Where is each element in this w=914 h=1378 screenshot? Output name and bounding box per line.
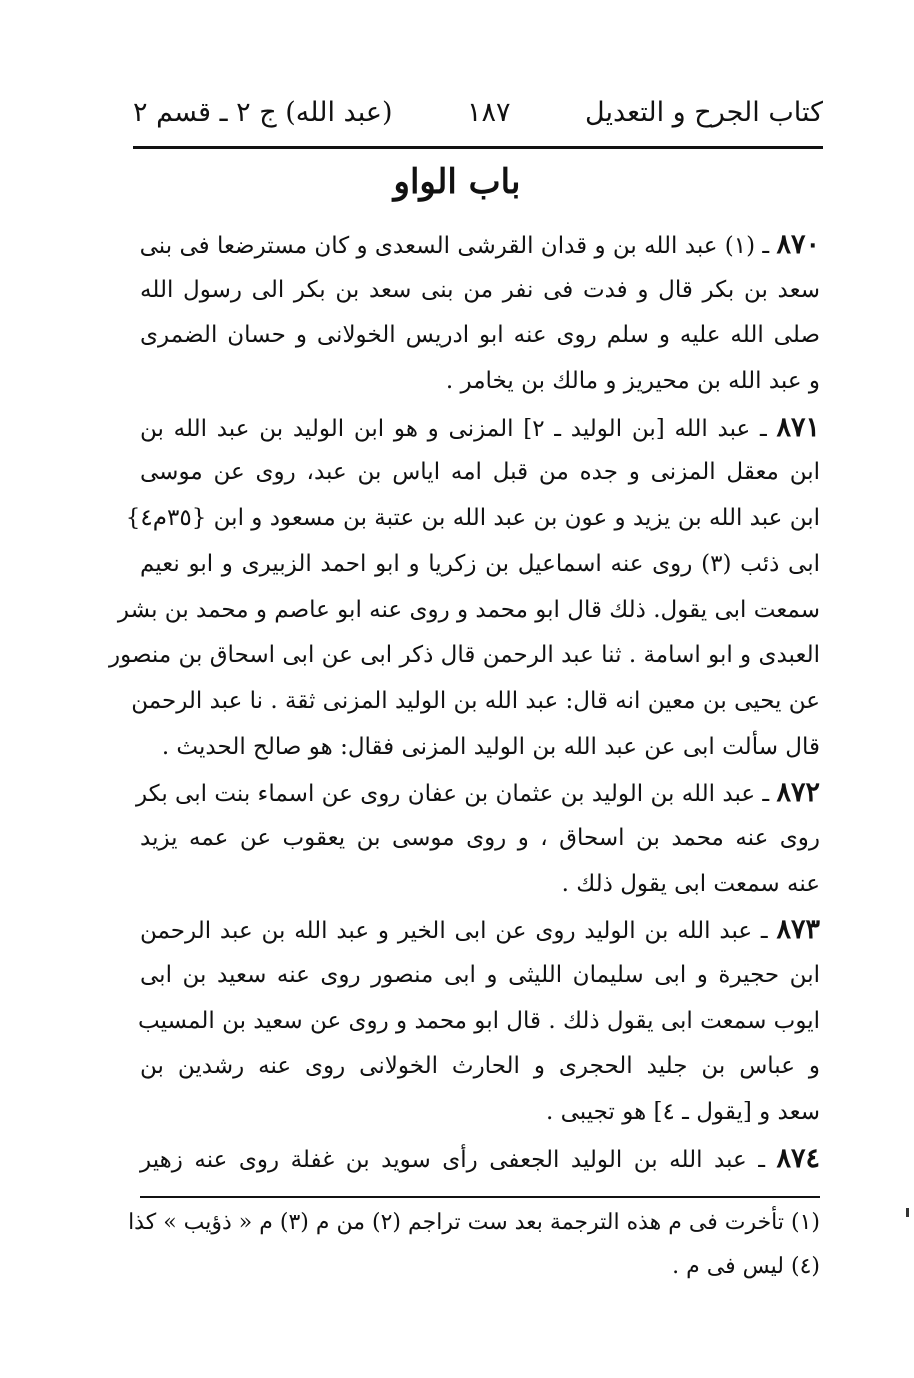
text-line: ٨٧٢ ـ عبد الله بن الوليد بن عثمان بن عفان روى عن اسماء بنت ابى بكر xyxy=(135,777,820,809)
text-line: العبدى و ابو اسامة . ثنا عبد الرحمن قال ذكر ابى عن ابى اسحاق بن منصور xyxy=(108,642,820,669)
text-line: صلى الله عليه و سلم روى عنه ابو ادريس الخولانى و حسان الضمرى xyxy=(140,322,820,349)
text-line: ايوب سمعت ابى يقول ذلك . قال ابو محمد و روى عن سعيد بن المسيب xyxy=(138,1007,820,1034)
running-header xyxy=(133,82,823,142)
entry xyxy=(135,770,820,907)
text-line: ابن معقل المزنى و جده من قبل امه اياس بن عبد، روى عن موسى xyxy=(140,459,820,486)
text-line: ٨٧٤ ـ عبد الله بن الوليد الجعفى رأى سويد بن غفلة روى عنه زهير xyxy=(140,1142,820,1174)
entry xyxy=(140,222,820,405)
text-line: ٨٧١ ـ عبد الله [بن الوليد ـ ٢] المزنى و هو ابن الوليد بن عبد الله بن xyxy=(140,411,821,443)
text-line: عن يحيى بن معين انه قال: عبد الله بن الوليد المزنى ثقة . نا عبد الرحمن xyxy=(131,687,820,714)
entry-number: ٨٧٢ xyxy=(776,777,820,809)
entry xyxy=(108,405,821,771)
text-line: ابن حجيرة و ابى سليمان الليثى و ابى منصور روى عنه سعيد بن ابى xyxy=(140,962,820,988)
text-line: قال سألت ابى عن عبد الله بن الوليد المزنى فقال: هو صالح الحديث . xyxy=(161,733,820,760)
entry-number: ٨٧٤ xyxy=(776,1142,820,1174)
text-line: سعد بن بكر قال و فدت فى نفر من بنى سعد بن بكر الى رسول الله xyxy=(140,276,820,303)
text-line: و عباس بن جليد الحجرى و الحارث الخولانى روى عنه رشدين بن xyxy=(140,1053,820,1080)
footnote-rule xyxy=(140,1196,820,1198)
footnote-line: (١) تأخرت فى م هذه الترجمة بعد ست تراجم (٢) من م (٣) م « ذؤيب » كذا xyxy=(128,1210,820,1235)
text-line: ابى ذئب (٣) روى عنه اسماعيل بن زكريا و ابو احمد الزبيرى و ابو نعيم xyxy=(140,550,820,577)
text-line: سعد و [يقول ـ ٤] هو تجيبى . xyxy=(545,1099,820,1126)
text-line: و عبد الله بن محيريز و مالك بن يخامر . xyxy=(445,368,820,395)
entry-number: ٨٧١ xyxy=(776,411,821,443)
entry xyxy=(140,1136,820,1182)
text-line: ابن عبد الله بن يزيد و عون بن عبد الله بن عتبة بن مسعود و ابن {٣٥م٤} xyxy=(125,505,820,532)
entry-number: ٨٧٣ xyxy=(776,914,821,946)
entries-body xyxy=(108,222,821,1181)
text-line: ٨٧٠ ـ (١) عبد الله بن و قدان القرشى السعدى و كان مسترضعا فى بنى xyxy=(139,229,820,260)
text-line: سمعت ابى يقول. ذلك قال ابو محمد و روى عنه ابو عاصم و محمد بن بشر xyxy=(117,596,820,623)
chapter-title: باب الواو xyxy=(393,162,521,202)
text-line: روى عنه محمد بن اسحاق ، و روى موسى بن يعقوب عن عمه يزيد xyxy=(140,824,820,851)
header-rule xyxy=(133,146,823,149)
footnotes xyxy=(128,1201,820,1289)
book-title: كتاب الجرح و التعديل xyxy=(585,96,823,128)
text-line: عنه سمعت ابى يقول ذلك . xyxy=(561,870,820,897)
page-number: ١٨٧ xyxy=(467,96,511,128)
footnote-line: (٤) ليس فى م . xyxy=(672,1254,820,1279)
scan-speck xyxy=(906,1208,909,1217)
entry xyxy=(140,907,820,1135)
entry-number: ٨٧٠ xyxy=(776,229,820,260)
section-label: (عبد الله) ج ٢ ـ قسم ٢ xyxy=(133,96,393,128)
text-line: ٨٧٣ ـ عبد الله بن الوليد روى عن ابى الخير و عبد الله بن عبد الرحمن xyxy=(140,914,821,946)
